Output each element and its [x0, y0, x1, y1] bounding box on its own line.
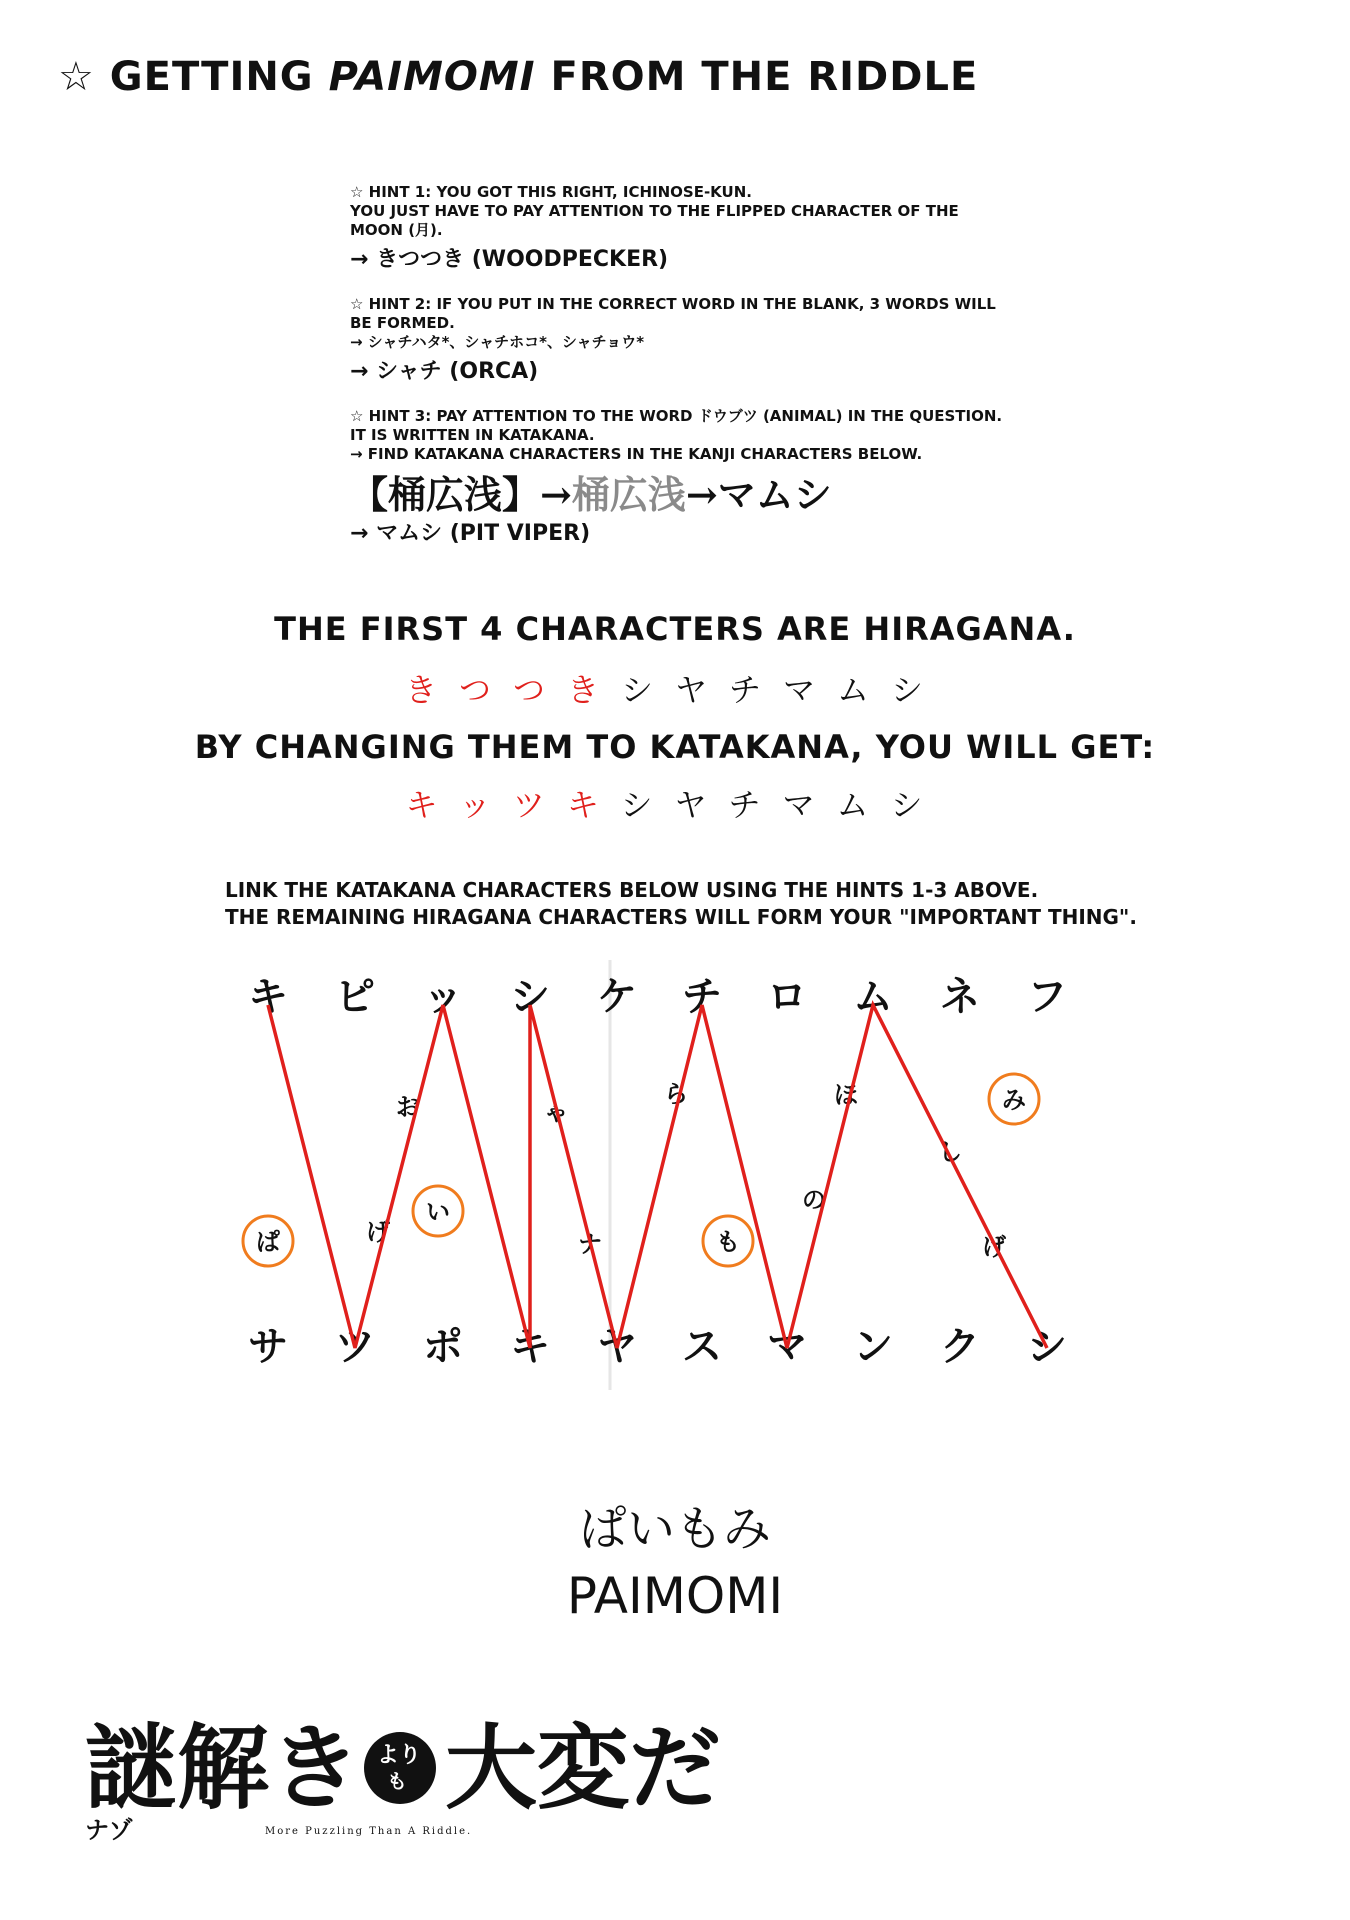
hiragana-char: ぱ: [256, 1227, 280, 1256]
top-katakana-char: ピ: [335, 973, 375, 1020]
hint-3-line: ☆ HINT 3: PAY ATTENTION TO THE WORD ドウブツ (ANIMAL) IN THE QUESTION.: [350, 407, 1003, 425]
hiragana-char: も: [716, 1227, 740, 1256]
hiragana-char: ゃ: [544, 1097, 568, 1126]
bottom-katakana-char: ヤ: [597, 1323, 637, 1370]
logo-title-b: 大変だ: [445, 1714, 722, 1822]
bottom-katakana-char: ツ: [335, 1323, 375, 1370]
link-note-line: LINK THE KATAKANA CHARACTERS BELOW USING THE HINTS 1-3 ABOVE.: [225, 878, 1039, 902]
hint-1-line: YOU JUST HAVE TO PAY ATTENTION TO THE FLIPPED CHARACTER OF THE: [350, 202, 959, 220]
page-title: [58, 54, 978, 100]
bottom-katakana-char: ン: [853, 1323, 893, 1370]
katakana-link-diagram: [0, 960, 1350, 1400]
hiragana-char: し: [938, 1137, 962, 1166]
hiragana-char: ナ: [578, 1229, 602, 1258]
katakana-result: マムシ: [717, 472, 832, 517]
hint-1-line: MOON (月).: [350, 221, 443, 239]
top-katakana-char: ム: [853, 973, 893, 1020]
hiragana-char: お: [396, 1092, 420, 1121]
hint-1-answer: → きつつき (WOODPECKER): [350, 247, 669, 272]
result-hiragana: ぱいもみ: [578, 1501, 771, 1557]
hiragana-char: み: [1002, 1085, 1026, 1114]
link-zigzag-line: [268, 1005, 1047, 1348]
series-logo: [85, 1700, 725, 1850]
bottom-katakana-char: ク: [940, 1323, 980, 1370]
hints-section: [350, 183, 1010, 569]
title-emphasis: PAIMOMI: [328, 54, 536, 100]
logo-title-a: 謎解き: [85, 1714, 362, 1822]
hiragana-char: ほ: [834, 1080, 858, 1109]
hint-2-line: BE FORMED.: [350, 314, 455, 332]
logo-badge-text: より: [377, 1743, 422, 1768]
katakana-rest: シヤチマムシ: [620, 786, 945, 824]
arrow-icon: →: [685, 472, 718, 517]
hint-2-line: ☆ HINT 2: IF YOU PUT IN THE CORRECT WORD IN THE BLANK, 3 WORDS WILL: [350, 295, 996, 313]
star-icon: ☆: [58, 54, 95, 100]
hint-1: [350, 183, 1010, 274]
top-katakana-char: ケ: [597, 973, 637, 1020]
top-katakana-char: ロ: [767, 973, 807, 1020]
hiragana-sequence: [0, 665, 1350, 711]
hiragana-char: い: [426, 1197, 450, 1226]
hint-1-line: ☆ HINT 1: YOU GOT THIS RIGHT, ICHINOSE-KUN.: [350, 183, 752, 201]
title-suffix: FROM THE RIDDLE: [550, 54, 979, 100]
hint-2-line: → シャチハタ*、シャチホコ*、シャチョウ*: [350, 333, 645, 351]
katakana-red: キッツキ: [405, 786, 621, 824]
top-katakana-char: シ: [510, 973, 550, 1020]
top-katakana-row: [248, 973, 1067, 1020]
circle-layer: [243, 1074, 1039, 1266]
bottom-katakana-row: [248, 1323, 1067, 1370]
hiragana-char: ら: [664, 1079, 688, 1108]
hint-3-line: IT IS WRITTEN IN KATAKANA.: [350, 426, 595, 444]
result-romaji: PAIMOMI: [566, 1567, 784, 1625]
top-katakana-char: キ: [248, 973, 288, 1020]
arrow-icon: →: [540, 472, 572, 517]
kanji-faded: 桶広浅: [571, 472, 686, 517]
explanation-line-2: BY CHANGING THEM TO KATAKANA, YOU WILL GET:: [194, 728, 1156, 766]
hiragana-char: の: [802, 1185, 826, 1214]
top-katakana-char: ネ: [940, 973, 980, 1020]
title-prefix: GETTING: [109, 54, 314, 100]
bottom-katakana-char: ポ: [423, 1323, 463, 1370]
top-katakana-char: ッ: [423, 973, 463, 1020]
hiragana-layer: [256, 1079, 1026, 1261]
kanji-bracket: 【桶広浅】: [350, 472, 541, 517]
top-katakana-char: フ: [1027, 973, 1067, 1020]
hint-2: [350, 295, 1010, 386]
link-note-line: THE REMAINING HIRAGANA CHARACTERS WILL FORM YOUR "IMPORTANT THING".: [225, 905, 1137, 929]
bottom-katakana-char: マ: [767, 1323, 807, 1370]
hiragana-red: きつつき: [404, 671, 621, 709]
top-katakana-char: チ: [682, 973, 722, 1020]
bottom-katakana-char: シ: [1027, 1323, 1067, 1370]
link-instructions: [225, 877, 1137, 931]
logo-subtitle: More Puzzling Than A Riddle.: [265, 1826, 473, 1837]
bottom-katakana-char: サ: [248, 1323, 288, 1370]
katakana-sequence: [0, 780, 1350, 826]
bottom-katakana-char: キ: [510, 1323, 550, 1370]
logo-badge-text-2: も: [387, 1769, 407, 1793]
hint-3-line: → FIND KATAKANA CHARACTERS IN THE KANJI CHARACTERS BELOW.: [350, 445, 923, 463]
hiragana-rest: シヤチマムシ: [621, 671, 946, 709]
hint-3: [350, 407, 1010, 548]
hint-2-answer: → シャチ (ORCA): [350, 359, 539, 384]
hiragana-char: げ: [366, 1217, 390, 1246]
hiragana-char: げ: [982, 1232, 1006, 1261]
kanji-transform-row: [350, 470, 1010, 520]
logo-furigana: ナゾ: [85, 1816, 133, 1844]
bottom-katakana-char: ス: [682, 1323, 722, 1370]
explanation-line-1: THE FIRST 4 CHARACTERS ARE HIRAGANA.: [274, 610, 1076, 648]
hint-3-answer: → マムシ (PIT VIPER): [350, 521, 591, 546]
